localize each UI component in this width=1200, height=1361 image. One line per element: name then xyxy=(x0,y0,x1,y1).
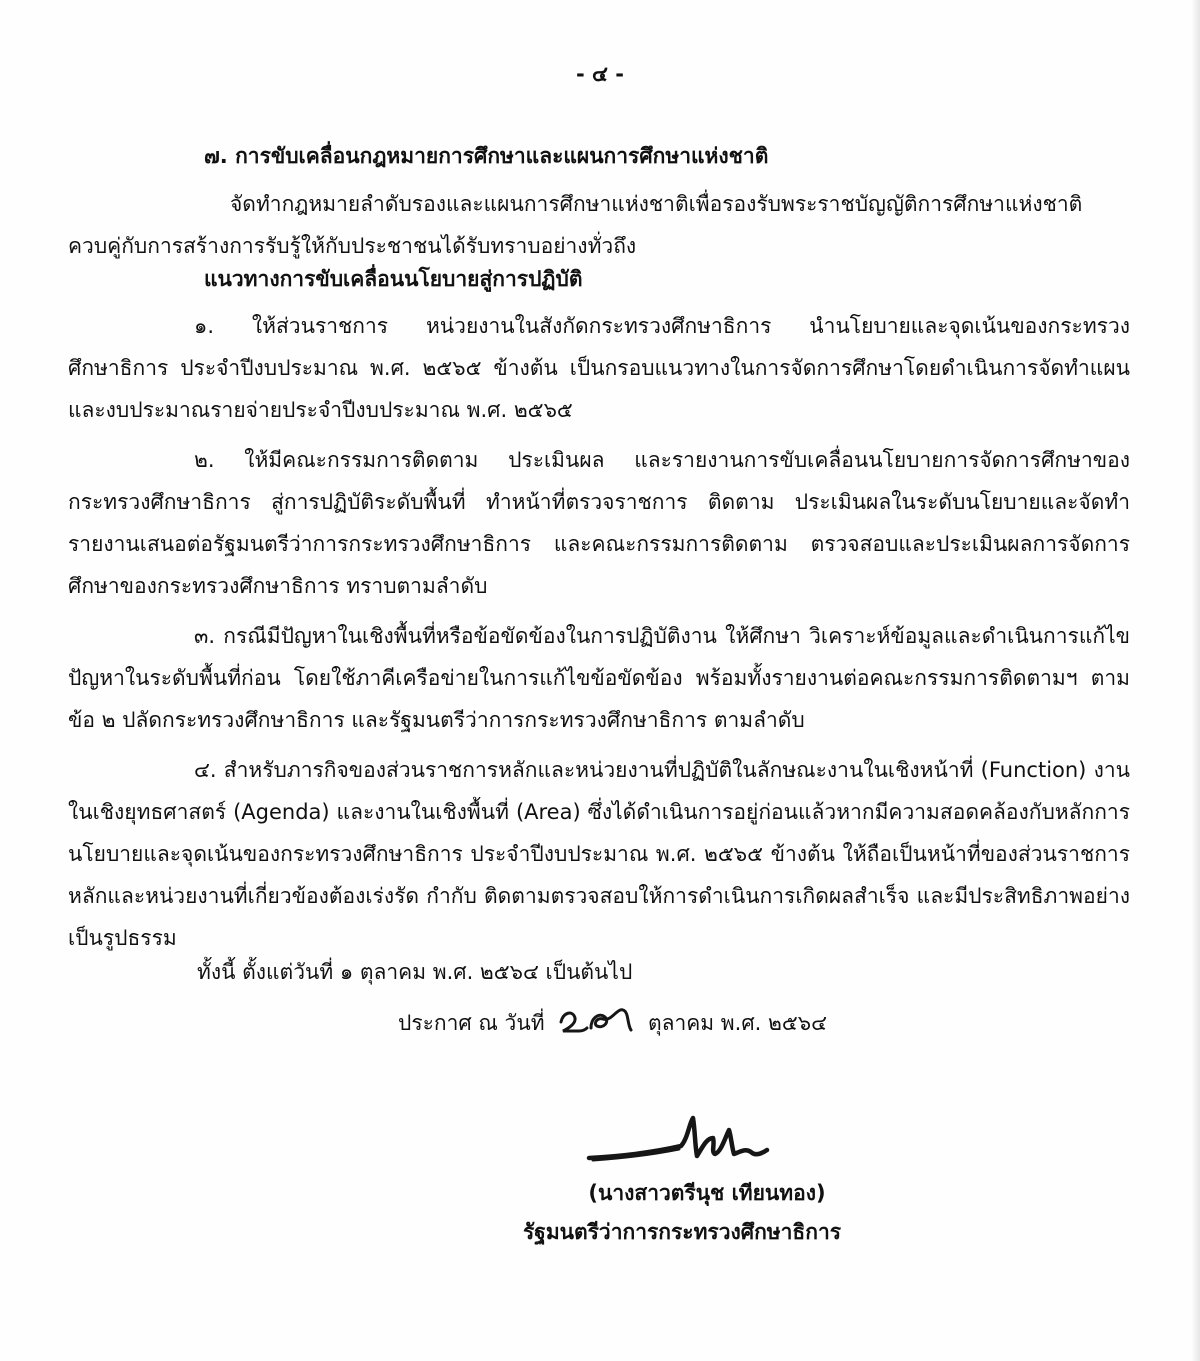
announcement-prefix: ประกาศ ณ วันที่ xyxy=(398,1011,545,1035)
section-heading: ๗. การขับเคลื่อนกฎหมายการศึกษาและแผนการศึกษาแห่งชาติ xyxy=(204,144,769,168)
announcement-date-line xyxy=(398,1003,827,1043)
scan-edge-shadow xyxy=(1191,0,1200,1361)
section-body: จัดทำกฎหมายลำดับรองและแผนการศึกษาแห่งชาติเพื่อรองรับพระราชบัญญัติการศึกษาแห่งชาติควบคู่กับการสร้างการรับรู้ให้กับประชาชนได้รับทราบอย่างทั่วถึง xyxy=(68,192,1083,258)
guideline-heading: แนวทางการขับเคลื่อนนโยบายสู่การปฏิบัติ xyxy=(204,267,583,291)
page-number: - ๔ - xyxy=(576,62,624,86)
handwritten-day-number xyxy=(557,1004,635,1036)
signatory-name: (นางสาวตรีนุช เทียนทอง) xyxy=(588,1181,826,1205)
guideline-item-4: ๔. สำหรับภารกิจของส่วนราชการหลักและหน่วยงานที่ปฏิบัติในลักษณะงานในเชิงหน้าที่ (Function) งานในเชิงยุทธศาสตร์ (Agenda) และงานในเชิงพื้นที่ (Area) ซึ่งได้ดำเนินการอยู่ก่อนแล้วหากมีความสอดคล้องกับหลักการนโยบายและจุดเน้นของกระทรวงศึกษาธิการ ประจำปีงบประมาณ พ.ศ. ๒๕๖๕ ข้างต้น ให้ถือเป็นหน้าที่ของส่วนราชการหลักและหน่วยงานที่เกี่ยวข้องต้องเร่งรัด กำกับ ติดตามตรวจสอบให้การดำเนินการเกิดผลสำเร็จ และมีประสิทธิภาพอย่างเป็นรูปธรรม xyxy=(68,758,1130,950)
guideline-item-2: ๒. ให้มีคณะกรรมการติดตาม ประเมินผล และรายงานการขับเคลื่อนนโยบายการจัดการศึกษาของกระทรวงศึกษาธิการ สู่การปฏิบัติระดับพื้นที่ ทำหน้าที่ตรวจราชการ ติดตาม ประเมินผลในระดับนโยบายและจัดทำรายงานเสนอต่อรัฐมนตรีว่าการกระทรวงศึกษาธิการ และคณะกรรมการติดตาม ตรวจสอบและประเมินผลการจัดการศึกษาของกระทรวงศึกษาธิการ ทราบตามลำดับ xyxy=(68,448,1130,598)
guideline-item-1: ๑. ให้ส่วนราชการ หน่วยงานในสังกัดกระทรวงศึกษาธิการ นำนโยบายและจุดเน้นของกระทรวงศึกษาธิการ ประจำปีงบประมาณ พ.ศ. ๒๕๖๕ ข้างต้น เป็นกรอบแนวทางในการจัดการศึกษาโดยดำเนินการจัดทำแผนและงบประมาณรายจ่ายประจำปีงบประมาณ พ.ศ. ๒๕๖๕ xyxy=(68,314,1130,422)
signature-image xyxy=(585,1108,770,1170)
signatory-position: รัฐมนตรีว่าการกระทรวงศึกษาธิการ xyxy=(522,1220,842,1244)
effective-date-statement: ทั้งนี้ ตั้งแต่วันที่ ๑ ตุลาคม พ.ศ. ๒๕๖๔ เป็นต้นไป xyxy=(197,960,633,984)
guideline-list xyxy=(68,305,1130,967)
announcement-suffix: ตุลาคม พ.ศ. ๒๕๖๔ xyxy=(647,1011,827,1035)
guideline-item-3: ๓. กรณีมีปัญหาในเชิงพื้นที่หรือข้อขัดข้องในการปฏิบัติงาน ให้ศึกษา วิเคราะห์ข้อมูลและดำเนินการแก้ไขปัญหาในระดับพื้นที่ก่อน โดยใช้ภาคีเครือข่ายในการแก้ไขข้อขัดข้อง พร้อมทั้งรายงานต่อคณะกรรมการติดตามฯ ตามข้อ ๒ ปลัดกระทรวงศึกษาธิการ และรัฐมนตรีว่าการกระทรวงศึกษาธิการ ตามลำดับ xyxy=(68,624,1130,732)
